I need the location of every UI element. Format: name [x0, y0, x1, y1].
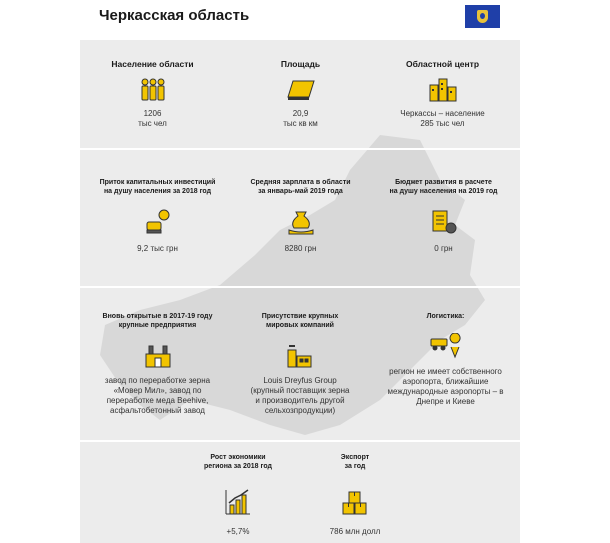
- stat-area: [238, 60, 363, 129]
- stat-text-line: регион не имеет собственного: [389, 367, 502, 376]
- stat-heading: Рост экономики: [210, 454, 266, 461]
- stat-heading: на душу населения на 2019 год: [389, 188, 498, 195]
- stat-heading: мировых компаний: [266, 322, 334, 329]
- stat-text-line: аэропорта, ближайшие: [402, 377, 489, 386]
- separator: [80, 148, 520, 150]
- stat-heading: Население области: [111, 59, 194, 69]
- header: [0, 0, 610, 40]
- stat-export: [300, 453, 410, 537]
- stat-unit: тыс кв км: [283, 119, 318, 128]
- stat-text-line: (крупный поставщик зерна: [250, 386, 350, 395]
- stat-text-line: международные аэропорты – в: [387, 387, 504, 396]
- stat-text-line: «Мовер Мил», завод по: [113, 386, 202, 395]
- stat-value: 9,2 тыс грн: [137, 244, 178, 253]
- stat-text-line: и производитель другой: [255, 396, 345, 405]
- growth-chart-icon: [223, 487, 253, 517]
- stat-heading: Присутствие крупных: [261, 313, 339, 320]
- stat-heading: Площадь: [280, 59, 321, 69]
- stat-value: 0 грн: [434, 244, 453, 253]
- stat-value: 1206: [143, 109, 162, 118]
- stat-heading: Логистика:: [426, 313, 465, 320]
- stat-heading: Вновь открытые в 2017-19 году: [102, 313, 213, 320]
- stat-heading: на душу населения за 2018 год: [103, 188, 212, 195]
- people-icon: [137, 77, 169, 103]
- separator: [80, 286, 520, 288]
- factory-icon: [143, 342, 173, 370]
- stat-unit: тыс чел: [138, 119, 167, 128]
- stat-value: +5,7%: [226, 527, 250, 536]
- stat-value: 20,9: [292, 109, 309, 118]
- separator: [80, 440, 520, 442]
- stat-text-line: завод по переработке зерна: [104, 376, 211, 385]
- cherkasy-flag-icon: [465, 5, 500, 28]
- infographic-panel: [80, 40, 520, 543]
- stat-heading: региона за 2018 год: [204, 463, 272, 470]
- stat-economic-growth: [173, 453, 303, 537]
- stat-new-enterprises: [85, 312, 230, 416]
- stat-value: 8280 грн: [284, 244, 317, 253]
- stat-text-line: Днепре и Киеве: [416, 397, 475, 406]
- budget-icon: [429, 208, 459, 236]
- salary-icon: [286, 208, 316, 236]
- stat-heading: Бюджет развития в расчете: [395, 179, 492, 186]
- stat-regional-center: [375, 60, 510, 129]
- stat-heading: Областной центр: [405, 59, 480, 69]
- stat-heading: Приток капитальных инвестиций: [99, 179, 216, 186]
- stat-heading: крупные предприятия: [118, 322, 197, 329]
- buildings-icon: [427, 77, 459, 103]
- stat-text-line: переработке меда Beehive,: [106, 396, 209, 405]
- export-boxes-icon: [340, 487, 370, 517]
- stat-salary: [233, 178, 368, 254]
- stat-text-line: Louis Dreyfus Group: [263, 376, 337, 385]
- stat-unit: 285 тыс чел: [420, 119, 465, 128]
- stat-global-companies: [230, 312, 370, 416]
- stat-budget: [376, 178, 511, 254]
- investment-icon: [143, 208, 173, 236]
- stat-value: Черкассы – население: [400, 109, 485, 118]
- page-title: Черкасская область: [99, 7, 250, 24]
- stat-value: 786 млн долл: [329, 527, 381, 536]
- area-icon: [285, 77, 317, 103]
- stat-text-line: асфальтобетонный завод: [110, 406, 205, 415]
- stat-heading: Экспорт: [340, 454, 370, 461]
- stat-investments: [90, 178, 225, 254]
- stat-logistics: [373, 312, 518, 407]
- stat-heading: за год: [344, 463, 366, 470]
- stat-heading: за январь-май 2019 года: [258, 188, 343, 195]
- stat-population: [90, 60, 215, 129]
- logistics-icon: [429, 333, 463, 361]
- stat-heading: Средняя зарплата в области: [250, 179, 351, 186]
- stat-text-line: сельхозпродукции): [264, 406, 336, 415]
- company-icon: [285, 342, 315, 370]
